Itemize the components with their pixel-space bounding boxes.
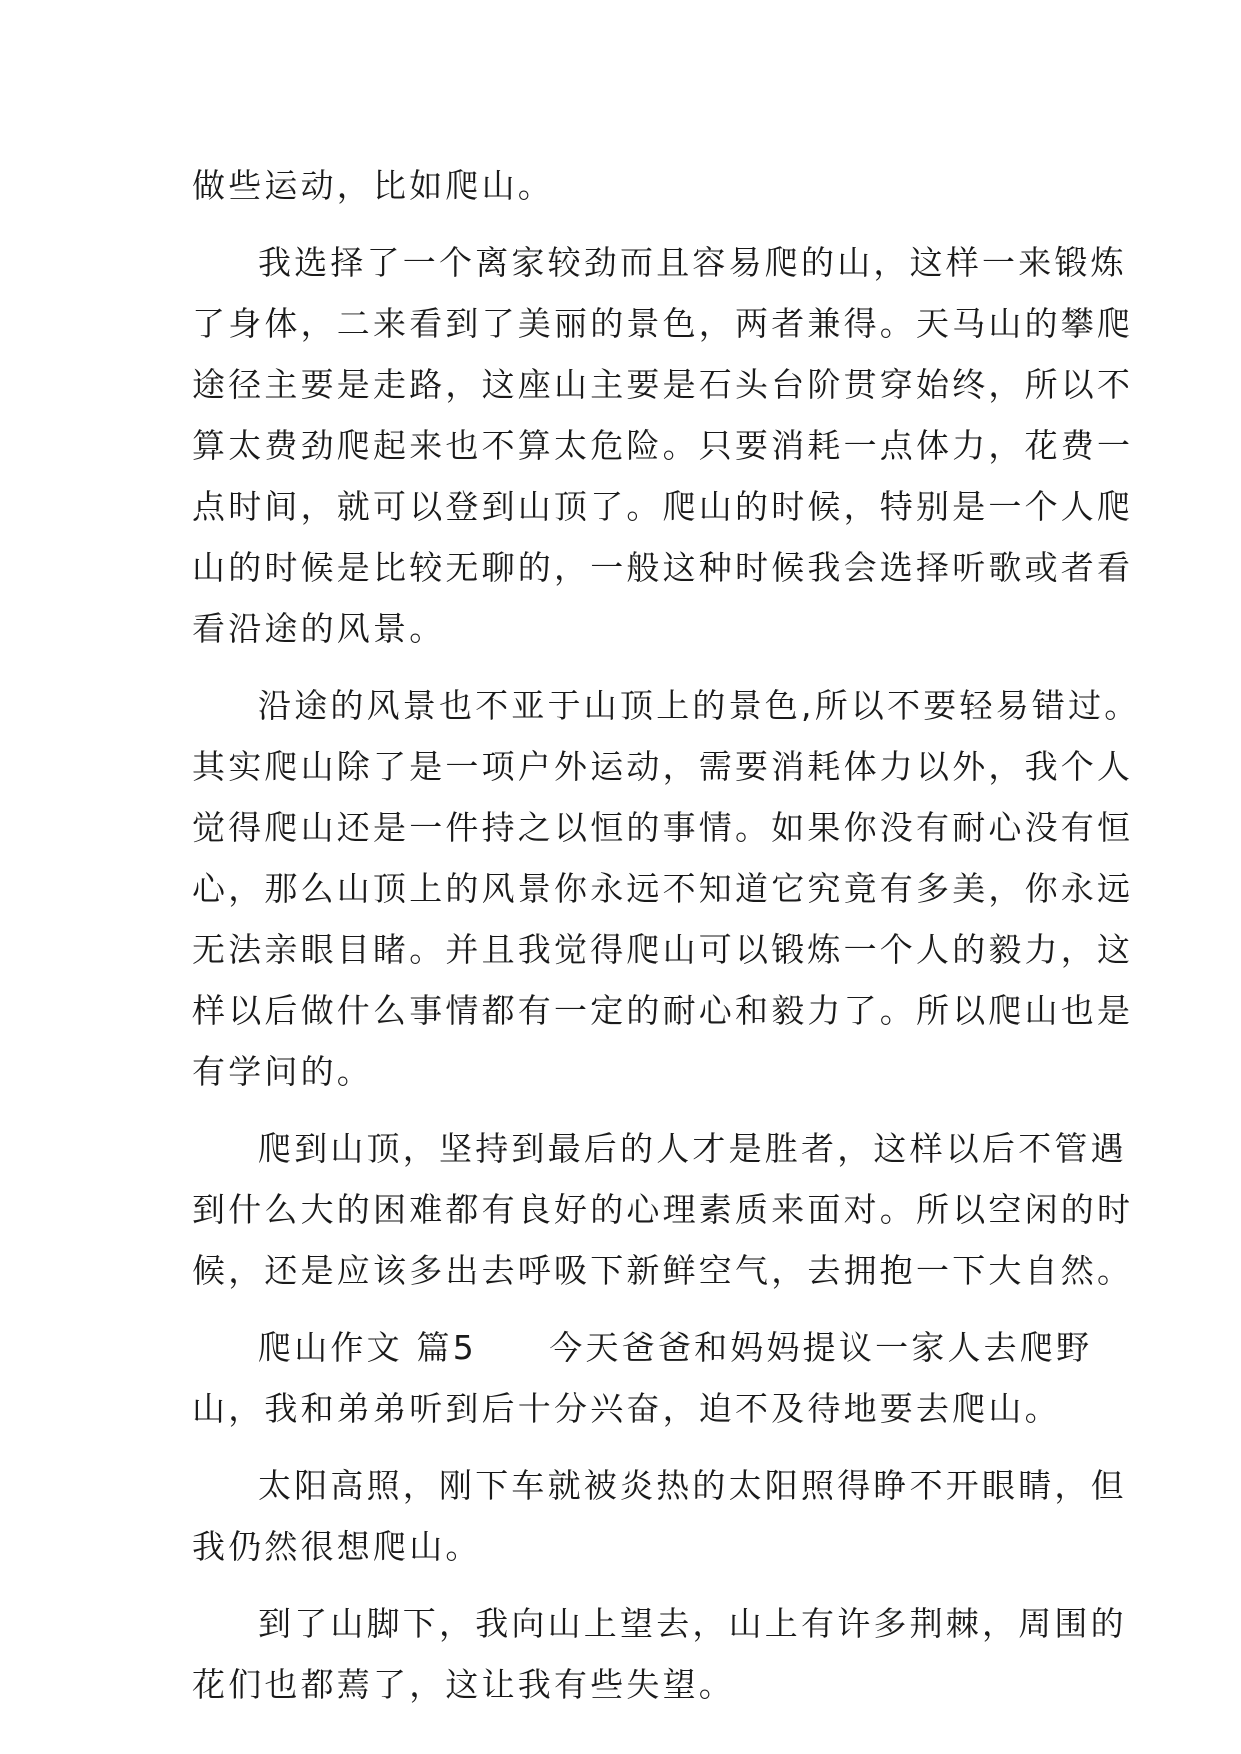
- paragraph-gap: [192, 1301, 1062, 1317]
- paragraph-gap: [192, 216, 1062, 232]
- text-line: 做些运动，比如爬山。: [192, 166, 554, 205]
- text-line: 到什么大的困难都有良好的心理素质来面对。所以空闲的时: [192, 1190, 1134, 1229]
- text-line: 觉得爬山还是一件持之以恒的事情。如果你没有耐心没有恒: [192, 808, 1134, 847]
- paragraph-gap: [192, 1102, 1062, 1118]
- text-line: 点时间，就可以登到山顶了。爬山的时候，特别是一个人爬: [192, 487, 1134, 526]
- paragraph-gap: [192, 659, 1062, 675]
- text-line: 了身体，二来看到了美丽的景色，两者兼得。天马山的攀爬: [192, 304, 1134, 343]
- text-line: 我仍然很想爬山。: [192, 1527, 482, 1566]
- text-line: 太阳高照，刚下车就被炎热的太阳照得睁不开眼睛，但: [258, 1466, 1127, 1505]
- text-line: 途径主要是走路，这座山主要是石头台阶贯穿始终，所以不: [192, 365, 1134, 404]
- section-heading-line: 爬山作文 篇5 今天爸爸和妈妈提议一家人去爬野: [258, 1328, 1093, 1367]
- text-line: 我选择了一个离家较劲而且容易爬的山，这样一来锻炼: [258, 243, 1127, 282]
- document-body: [192, 155, 1141, 1715]
- text-line: 候，还是应该多出去呼吸下新鲜空气，去拥抱一下大自然。: [192, 1251, 1134, 1290]
- text-line: 沿途的风景也不亚于山顶上的景色,所以不要轻易错过。: [258, 686, 1141, 725]
- text-line: 其实爬山除了是一项户外运动，需要消耗体力以外，我个人: [192, 747, 1134, 786]
- text-line: 花们也都蔫了，这让我有些失望。: [192, 1665, 735, 1704]
- text-line: 爬到山顶，坚持到最后的人才是胜者，这样以后不管遇: [258, 1129, 1127, 1168]
- text-line: 心，那么山顶上的风景你永远不知道它究竟有多美，你永远: [192, 869, 1134, 908]
- text-line: 样以后做什么事情都有一定的耐心和毅力了。所以爬山也是: [192, 991, 1134, 1030]
- text-line: 有学问的。: [192, 1052, 373, 1091]
- text-line: 山，我和弟弟听到后十分兴奋，迫不及待地要去爬山。: [192, 1389, 1061, 1428]
- paragraph-gap: [192, 1577, 1062, 1593]
- text-line: 无法亲眼目睹。并且我觉得爬山可以锻炼一个人的毅力，这: [192, 930, 1134, 969]
- text-line: 算太费劲爬起来也不算太危险。只要消耗一点体力，花费一: [192, 426, 1134, 465]
- paragraph-gap: [192, 1439, 1062, 1455]
- text-line: 山的时候是比较无聊的，一般这种时候我会选择听歌或者看: [192, 548, 1134, 587]
- text-line: 看沿途的风景。: [192, 609, 446, 648]
- text-line: 到了山脚下，我向山上望去，山上有许多荆棘，周围的: [258, 1604, 1127, 1643]
